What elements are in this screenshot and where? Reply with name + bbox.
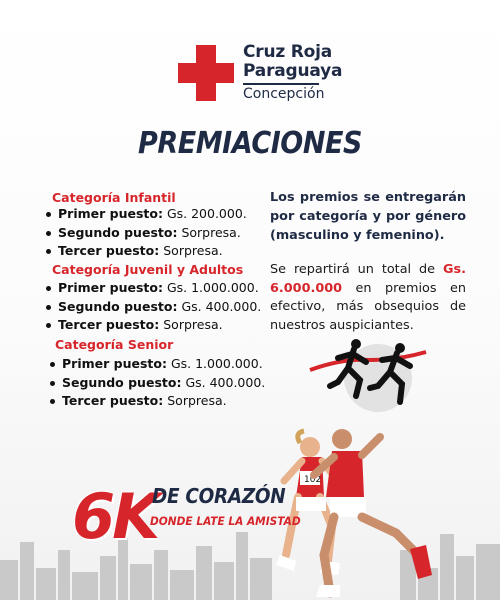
list-item: Tercer puesto: Sorpresa. bbox=[46, 316, 261, 335]
total-amount: Gs. 6.000.000 bbox=[270, 262, 466, 296]
event-tagline: DONDE LATE LA AMISTAD bbox=[150, 514, 301, 528]
list-item: Primer puesto: Gs. 1.000.000. bbox=[50, 355, 265, 374]
category-senior-title: Categoría Senior bbox=[55, 337, 174, 352]
category-senior-list bbox=[50, 355, 265, 411]
category-juvenil-list bbox=[46, 279, 261, 335]
event-logo-6k: 6K bbox=[72, 480, 158, 553]
runners-illustration bbox=[270, 425, 470, 600]
list-item: Segundo puesto: Sorpresa. bbox=[46, 224, 247, 243]
list-item: Tercer puesto: Sorpresa. bbox=[50, 392, 265, 411]
category-infantil-list bbox=[46, 205, 247, 261]
page-title: PREMIACIONES bbox=[138, 126, 362, 161]
list-item: Tercer puesto: Sorpresa. bbox=[46, 242, 247, 261]
runners-finish-line-illustration bbox=[308, 330, 428, 412]
red-cross-icon bbox=[178, 45, 234, 101]
list-item: Primer puesto: Gs. 1.000.000. bbox=[46, 279, 261, 298]
org-name-line1: Cruz Roja bbox=[243, 42, 333, 62]
event-name: DE CORAZÓN bbox=[152, 484, 286, 508]
list-item: Primer puesto: Gs. 200.000. bbox=[46, 205, 247, 224]
org-branch: Concepción bbox=[243, 86, 325, 102]
category-infantil-title: Categoría Infantil bbox=[52, 190, 176, 205]
divider bbox=[243, 83, 319, 85]
total-prize-note: Se repartirá un total de Gs. 6.000.000 en premios en efectivo, más obsequios de nuestros auspiciantes. bbox=[270, 262, 466, 333]
list-item: Segundo puesto: Gs. 400.000. bbox=[46, 298, 261, 317]
prize-distribution-note: Los premios se entregarán por categoría y por género (masculino y femenino). bbox=[270, 190, 466, 243]
org-name-line2: Paraguaya bbox=[243, 61, 343, 81]
list-item: Segundo puesto: Gs. 400.000. bbox=[50, 374, 265, 393]
race-bib: 102 bbox=[304, 475, 322, 485]
category-juvenil-title: Categoría Juvenil y Adultos bbox=[52, 262, 244, 277]
